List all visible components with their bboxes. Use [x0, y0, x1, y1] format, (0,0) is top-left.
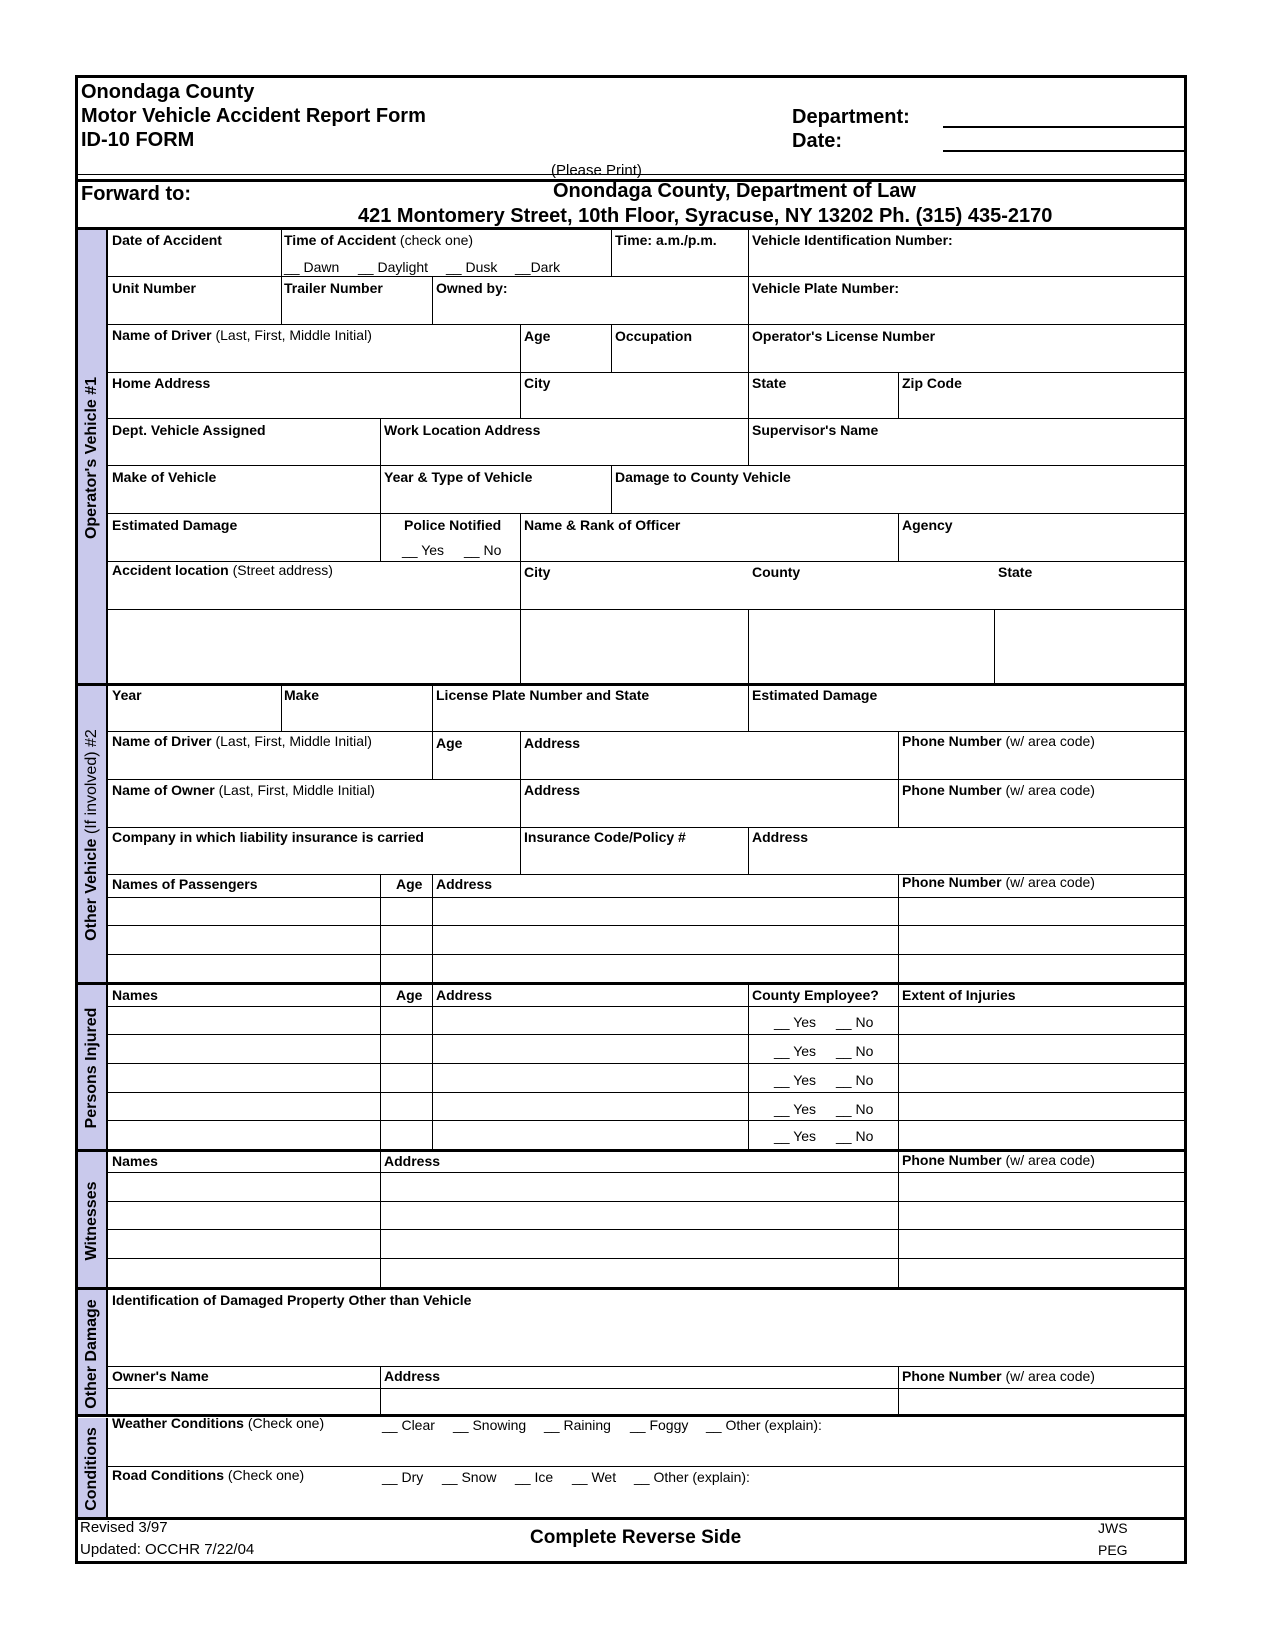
checkbox-ice[interactable]: __ Ice [515, 1469, 554, 1485]
col-line [748, 324, 749, 419]
col-line [611, 324, 612, 373]
county-title: Onondaga County [81, 81, 255, 103]
form-id: ID-10 FORM [81, 129, 195, 151]
section-divider [78, 1517, 1184, 1520]
row-line [108, 779, 1184, 780]
forward-address: 421 Montomery Street, 10th Floor, Syracuse, NY 13202 Ph. (315) 435-2170 [358, 205, 1053, 227]
label-agency: Agency [902, 517, 953, 533]
row-line [108, 1258, 1184, 1259]
col-line [898, 1150, 899, 1288]
checkbox-daylight[interactable]: __ Daylight [358, 259, 429, 275]
label-trailer-number: Trailer Number [284, 280, 383, 296]
section-divider [78, 1287, 1184, 1290]
section-other-vehicle-2: Other Vehicle (If involved) #2 [78, 686, 108, 984]
label-date-of-accident: Date of Accident [112, 232, 222, 248]
label-v2-make: Make [284, 687, 320, 703]
divider [78, 174, 1184, 175]
label-county: County [752, 564, 801, 580]
col-line [281, 684, 282, 732]
label-v2-est-damage: Estimated Damage [752, 687, 878, 703]
checkbox-injured-no[interactable]: __ No [836, 1014, 874, 1030]
label-make: Make of Vehicle [112, 469, 217, 485]
checkbox-wet[interactable]: __ Wet [572, 1469, 617, 1485]
label-v2-year: Year [112, 687, 142, 703]
row-line [108, 1388, 1184, 1389]
label-v2-owner: Name of Owner (Last, First, Middle Initial) [112, 782, 375, 798]
please-print-note: (Please Print) [551, 162, 642, 179]
col-line [432, 874, 433, 983]
checkbox-other-road[interactable]: __ Other (explain): [634, 1469, 750, 1485]
section-divider [78, 683, 1184, 686]
initials-jws: JWS [1098, 1520, 1128, 1536]
col-line [748, 418, 749, 466]
label-v2-liability: Company in which liability insurance is carried [112, 829, 424, 845]
row-line [108, 1120, 1184, 1121]
row-line [108, 1063, 1184, 1064]
col-line [520, 324, 521, 419]
label-v2-address: Address [524, 735, 581, 751]
col-line [748, 609, 749, 684]
label-driver-name: Name of Driver (Last, First, Middle Initial) [112, 327, 372, 343]
date-field[interactable] [943, 150, 1187, 152]
label-owner-name: Owner's Name [112, 1368, 209, 1384]
row-line [108, 465, 1184, 466]
row-line [108, 1172, 1184, 1173]
date-label: Date: [792, 130, 843, 152]
label-v2-plate-state: License Plate Number and State [436, 687, 650, 703]
label-v2-policy: Insurance Code/Policy # [524, 829, 686, 845]
label-state-2: State [998, 564, 1033, 580]
label-owned-by: Owned by: [436, 280, 508, 296]
col-line [748, 684, 749, 732]
col-line [898, 513, 899, 561]
label-officer: Name & Rank of Officer [524, 517, 681, 533]
row-line [108, 827, 1184, 828]
label-work-location: Work Location Address [384, 422, 541, 438]
checkbox-raining[interactable]: __ Raining [544, 1417, 611, 1433]
col-line [611, 227, 612, 277]
initials-peg: PEG [1098, 1542, 1128, 1558]
label-v2-age: Age [436, 735, 463, 751]
section-divider [78, 982, 1184, 985]
label-v2-driver: Name of Driver (Last, First, Middle Initial) [112, 733, 372, 749]
section-operators-vehicle-1: Operator's Vehicle #1 [78, 230, 108, 685]
row-line [108, 731, 1184, 732]
label-city-2: City [524, 564, 551, 580]
label-year-type: Year & Type of Vehicle [384, 469, 533, 485]
complete-reverse-side: Complete Reverse Side [530, 1527, 742, 1548]
checkbox-dawn[interactable]: __ Dawn [284, 259, 340, 275]
accident-report-form [75, 75, 1187, 1564]
label-plate-number: Vehicle Plate Number: [752, 280, 900, 296]
label-witness-address: Address [384, 1153, 441, 1169]
forward-office: Onondaga County, Department of Law [553, 180, 916, 202]
updated-note: Updated: OCCHR 7/22/04 [80, 1541, 255, 1558]
row-line [108, 1366, 1184, 1367]
label-home-address: Home Address [112, 375, 211, 391]
row-line [108, 1201, 1184, 1202]
col-line [432, 684, 433, 780]
label-v2-address-3: Address [752, 829, 809, 845]
row-line [108, 418, 1184, 419]
checkbox-injured-no[interactable]: __ No [836, 1043, 874, 1059]
row-line [108, 1006, 1184, 1007]
label-injured-age: Age [396, 987, 423, 1003]
label-v2-passengers: Names of Passengers [112, 876, 258, 892]
label-county-employee: County Employee? [752, 987, 879, 1003]
row-line [108, 513, 1184, 514]
checkbox-other-weather[interactable]: __ Other (explain): [706, 1417, 822, 1433]
checkbox-police-yes[interactable]: __ Yes [402, 542, 445, 558]
label-v2-address-2: Address [524, 782, 581, 798]
col-line [380, 1150, 381, 1288]
label-age: Age [524, 328, 551, 344]
label-est-damage: Estimated Damage [112, 517, 238, 533]
row-line [108, 372, 1184, 373]
label-accident-location: Accident location (Street address) [112, 562, 333, 578]
label-occupation: Occupation [615, 328, 693, 344]
col-line [898, 731, 899, 827]
col-line [432, 983, 433, 1150]
label-v2-age-2: Age [396, 876, 423, 892]
label-owner-phone: Phone Number (w/ area code) [902, 1368, 1095, 1384]
col-line [281, 227, 282, 277]
checkbox-injured-yes[interactable]: __ Yes [774, 1043, 817, 1059]
label-state: State [752, 375, 787, 391]
col-line [898, 874, 899, 983]
label-v2-phone-3: Phone Number (w/ area code) [902, 874, 1095, 890]
checkbox-foggy[interactable]: __ Foggy [630, 1417, 689, 1433]
label-city: City [524, 375, 551, 391]
label-dept-vehicle: Dept. Vehicle Assigned [112, 422, 266, 438]
label-vin: Vehicle Identification Number: [752, 232, 953, 248]
form-title: Motor Vehicle Accident Report Form [81, 105, 426, 127]
col-line [748, 827, 749, 875]
checkbox-snow[interactable]: __ Snow [442, 1469, 497, 1485]
col-line [994, 609, 995, 684]
row-line [108, 324, 1184, 325]
row-line [108, 1092, 1184, 1093]
section-other-damage: Other Damage [78, 1290, 108, 1417]
forward-to-label: Forward to: [81, 183, 191, 205]
row-line [108, 1229, 1184, 1230]
checkbox-injured-yes[interactable]: __ Yes [774, 1101, 817, 1117]
checkbox-injured-no[interactable]: __ No [836, 1101, 874, 1117]
row-line [108, 1034, 1184, 1035]
section-witnesses: Witnesses [78, 1152, 108, 1289]
label-witness-names: Names [112, 1153, 158, 1169]
label-damaged-property: Identification of Damaged Property Other than Vehicle [112, 1292, 472, 1308]
label-injured-address: Address [436, 987, 493, 1003]
checkbox-clear[interactable]: __ Clear [382, 1417, 435, 1433]
row-line [108, 276, 1184, 277]
checkbox-injured-yes[interactable]: __ Yes [774, 1014, 817, 1030]
label-v2-address-4: Address [436, 876, 493, 892]
department-label: Department: [792, 106, 910, 128]
label-injured-names: Names [112, 987, 158, 1003]
section-conditions: Conditions [78, 1418, 108, 1519]
checkbox-injured-no[interactable]: __ No [836, 1128, 874, 1144]
checkbox-dusk[interactable]: __ Dusk [446, 259, 498, 275]
col-line [748, 227, 749, 325]
col-line [898, 983, 899, 1150]
label-witness-phone: Phone Number (w/ area code) [902, 1152, 1095, 1168]
col-line [432, 276, 433, 325]
col-line [380, 1366, 381, 1415]
checkbox-injured-no[interactable]: __ No [836, 1072, 874, 1088]
col-line [520, 731, 521, 875]
col-line [380, 418, 381, 514]
label-supervisor: Supervisor's Name [752, 422, 879, 438]
row-line [108, 609, 1184, 610]
label-owner-address: Address [384, 1368, 441, 1384]
row-line [108, 925, 1184, 926]
label-road: Road Conditions (Check one) [112, 1467, 305, 1483]
label-extent-injuries: Extent of Injuries [902, 987, 1016, 1003]
label-zip: Zip Code [902, 375, 962, 391]
divider [78, 227, 1184, 230]
col-line [898, 1366, 899, 1415]
checkbox-injured-yes[interactable]: __ Yes [774, 1072, 817, 1088]
col-line [380, 513, 381, 561]
label-time-of-accident: Time of Accident (check one) [284, 232, 474, 248]
label-v2-phone-2: Phone Number (w/ area code) [902, 782, 1095, 798]
section-persons-injured: Persons Injured [78, 985, 108, 1151]
checkbox-snowing[interactable]: __ Snowing [453, 1417, 527, 1433]
col-line [380, 874, 381, 983]
label-damage-county: Damage to County Vehicle [615, 469, 791, 485]
label-police-notified: Police Notified [404, 517, 502, 533]
revised-note: Revised 3/97 [80, 1519, 168, 1536]
col-line [748, 983, 749, 1150]
checkbox-dry[interactable]: __ Dry [382, 1469, 424, 1485]
label-weather: Weather Conditions (Check one) [112, 1415, 325, 1431]
label-license-number: Operator's License Number [752, 328, 936, 344]
checkbox-injured-yes[interactable]: __ Yes [774, 1128, 817, 1144]
col-line [520, 561, 521, 684]
col-line [611, 465, 612, 513]
label-v2-phone: Phone Number (w/ area code) [902, 733, 1095, 749]
row-line [108, 897, 1184, 898]
checkbox-dark[interactable]: __Dark [515, 259, 561, 275]
department-field[interactable] [943, 126, 1187, 128]
label-unit-number: Unit Number [112, 280, 196, 296]
checkbox-police-no[interactable]: __ No [464, 542, 502, 558]
col-line [281, 276, 282, 325]
col-line [380, 983, 381, 1150]
col-line [898, 372, 899, 419]
row-line [108, 954, 1184, 955]
label-time-ampm: Time: a.m./p.m. [615, 232, 717, 248]
